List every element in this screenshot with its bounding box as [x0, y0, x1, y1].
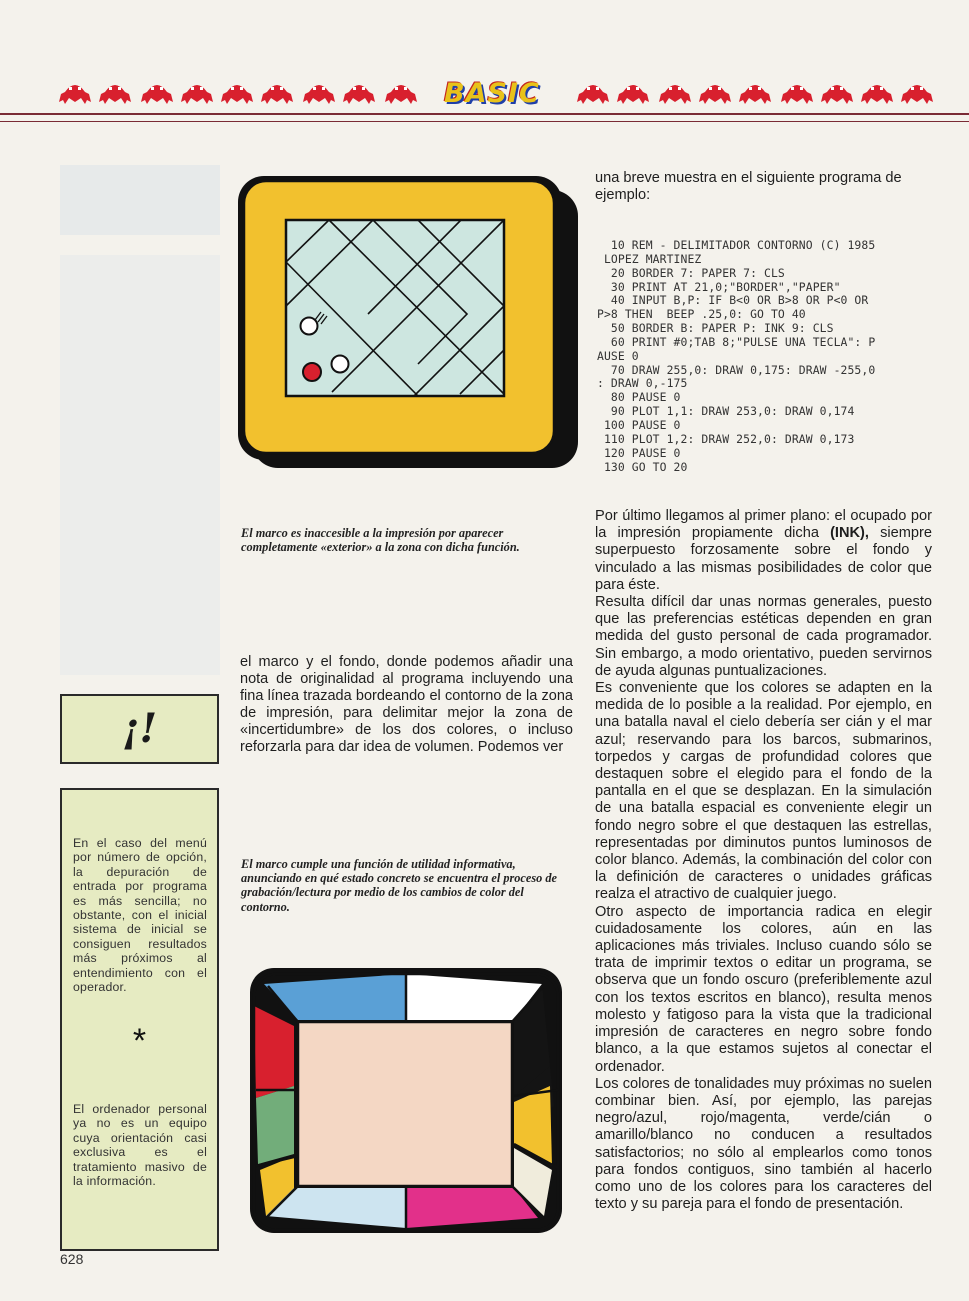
code-line: AUSE 0	[597, 348, 639, 363]
invader-icon	[656, 78, 694, 106]
bleed-through-column	[60, 255, 220, 675]
invader-icon	[574, 78, 612, 106]
invader-icon	[300, 78, 338, 106]
page-number: 628	[60, 1251, 84, 1267]
paragraph-ink-a: Por último llegamos al primer plano: el ocupado por la impresión propiamente dicha	[595, 508, 932, 542]
code-line: : DRAW 0,-175	[597, 376, 688, 391]
code-line: 30 PRINT AT 21,0;"BORDER","PAPER"	[597, 279, 841, 294]
invader-icon	[96, 78, 134, 106]
code-line: 100 PAUSE 0	[597, 417, 681, 432]
sidebar-note-1: En el caso del menú por número de opción, la depuración de entrada por programa es más sencilla; no obstante, con el inicial sistema de inicial se consiguen resultados más próximos al entendimiento con el operador.	[73, 836, 207, 995]
paragraph-importance: Otro aspecto de importancia radica en elegir cuidadosamente los colores, aún en las aplicaciones más triviales. Incluso cuando sólo se trata de imprimir textos o editar un programa, se observa que un fondo oscuro (preferiblemente azul con los textos escritos en blanco), resulta menos molesto y fatigoso para la vista que la tradicional impresión de caracteres en negro sobre fondo blanco, a la que estamos sujetos al conectar el ordenador.	[595, 903, 932, 1075]
code-line: 50 BORDER B: PAPER P: INK 9: CLS	[597, 321, 834, 336]
invader-icon	[614, 78, 652, 106]
middle-paragraph: el marco y el fondo, donde podemos añadir una nota de originalidad al programa incluyendo una fina línea trazada bordeando el contorno de la zona de impresión, para delimitar mejor la zona de «incertidumbre» de los dos colores, o incluso reforzarla para dar idea de volumen. Podemos ver	[240, 654, 573, 756]
code-intro: una breve muestra en el siguiente programa de ejemplo:	[595, 170, 902, 204]
figure-caption-1: El marco es inaccesible a la impresión por aparecer completamente «exterior» a la zona con dicha función.	[241, 526, 520, 555]
paragraph-combinations: Los colores de tonalidades muy próximas no suelen combinar bien. Así, por ejemplo, las parejas negro/azul, rojo/magenta, verde/cián o amarillo/blanco no conducen a resultados satisfactorios; no sólo al emplearlos como tonos para fondos contiguos, sino también al hacerlo como uno de los colores para los caracteres del texto y su pareja para el fondo de presentación.	[595, 1075, 932, 1213]
white-ball-icon-2	[332, 356, 349, 373]
exclaim-box	[60, 694, 219, 764]
invader-icon	[818, 78, 856, 106]
exclaim-glyph: ¡!	[121, 705, 158, 752]
code-line: 10 REM - DELIMITADOR CONTORNO (C) 1985	[597, 238, 876, 252]
invader-icon	[258, 78, 296, 106]
invader-icon	[56, 78, 94, 106]
monitor2-screen	[298, 1022, 512, 1186]
right-column-text	[595, 508, 932, 1213]
header-rule-top	[0, 113, 969, 115]
invader-icon	[858, 78, 896, 106]
invader-icon	[898, 78, 936, 106]
code-line: LOPEZ MARTINEZ	[597, 251, 702, 266]
code-line: P>8 THEN BEEP .25,0: GO TO 40	[597, 307, 806, 322]
code-listing	[597, 239, 937, 474]
paragraph-ink-bold: (INK),	[830, 525, 869, 542]
header-rule-bottom	[0, 121, 969, 122]
monitor-illustration-border-colors	[246, 966, 572, 1242]
invader-icon	[218, 78, 256, 106]
white-ball-icon	[301, 318, 318, 335]
paragraph-preferences: Resulta difícil dar unas normas generales, puesto que las preferencias estéticas dependen en gran medida del gusto personal de cada programador. Sin embargo, a modo orientativo, pueden servirnos de ayuda algunas puntualizaciones.	[595, 594, 932, 679]
invader-icon	[340, 78, 378, 106]
invader-icon	[696, 78, 734, 106]
invader-icon	[736, 78, 774, 106]
invader-icon	[778, 78, 816, 106]
figure-caption-2: El marco cumple una función de utilidad informativa, anunciando en qué estado concreto se encuentra el proceso de grabación/lectura por medio de los cambios de color del contorno.	[241, 857, 557, 914]
code-line: 70 DRAW 255,0: DRAW 0,175: DRAW -255,0	[597, 362, 876, 377]
sidebar-note-2: El ordenador personal ya no es un equipo cuya orientación casi exclusiva es el tratamiento masivo de la información.	[73, 1102, 207, 1189]
paragraph-realism: Es conveniente que los colores se adapten en la medida de lo posible a la realidad. Por ejemplo, en una batalla naval el cielo debería ser cián y el mar azul; reservando para los barcos, submarinos, torpedos y cargas de profundidad colores que destaquen sobre el elegido para el fondo de la pantalla en el que se desplazan. En la simulación de una batalla espacial es conveniente elegir un fondo negro sobre el que destaquen las estrellas, representadas por diminutos puntos luminosos de color blanco. Además, la combinación del color con la definición de caracteres o unidades gráficas realza el atractivo de cualquier juego.	[595, 680, 932, 903]
code-line: 90 PLOT 1,1: DRAW 253,0: DRAW 0,174	[597, 404, 855, 419]
paragraph-ink-b: siempre superpuesto forzosamente sobre el fondo y vinculado a las mismas posibilidades de color que para éste.	[595, 525, 932, 593]
code-line: 80 PAUSE 0	[597, 390, 681, 405]
code-line: 60 PRINT #0;TAB 8;"PULSE UNA TECLA": P	[597, 334, 876, 349]
paragraph-ink	[595, 508, 932, 594]
code-line: 40 INPUT B,P: IF B<0 OR B>8 OR P<0 OR	[597, 293, 869, 308]
code-line: 110 PLOT 1,2: DRAW 252,0: DRAW 0,173	[597, 431, 855, 446]
monitor-illustration-diamond	[238, 176, 580, 470]
invader-icon	[138, 78, 176, 106]
basic-logo: BASIC	[444, 78, 540, 109]
invader-icon	[382, 78, 420, 106]
code-line: 130 GO TO 20	[597, 459, 688, 474]
sidebar-notes	[60, 788, 219, 1251]
bleed-through-box	[60, 165, 220, 235]
code-line: 20 BORDER 7: PAPER 7: CLS	[597, 265, 785, 280]
code-line: 120 PAUSE 0	[597, 445, 681, 460]
asterisk-icon: *	[132, 1022, 147, 1060]
invader-icon	[178, 78, 216, 106]
red-ball-icon	[303, 363, 321, 381]
